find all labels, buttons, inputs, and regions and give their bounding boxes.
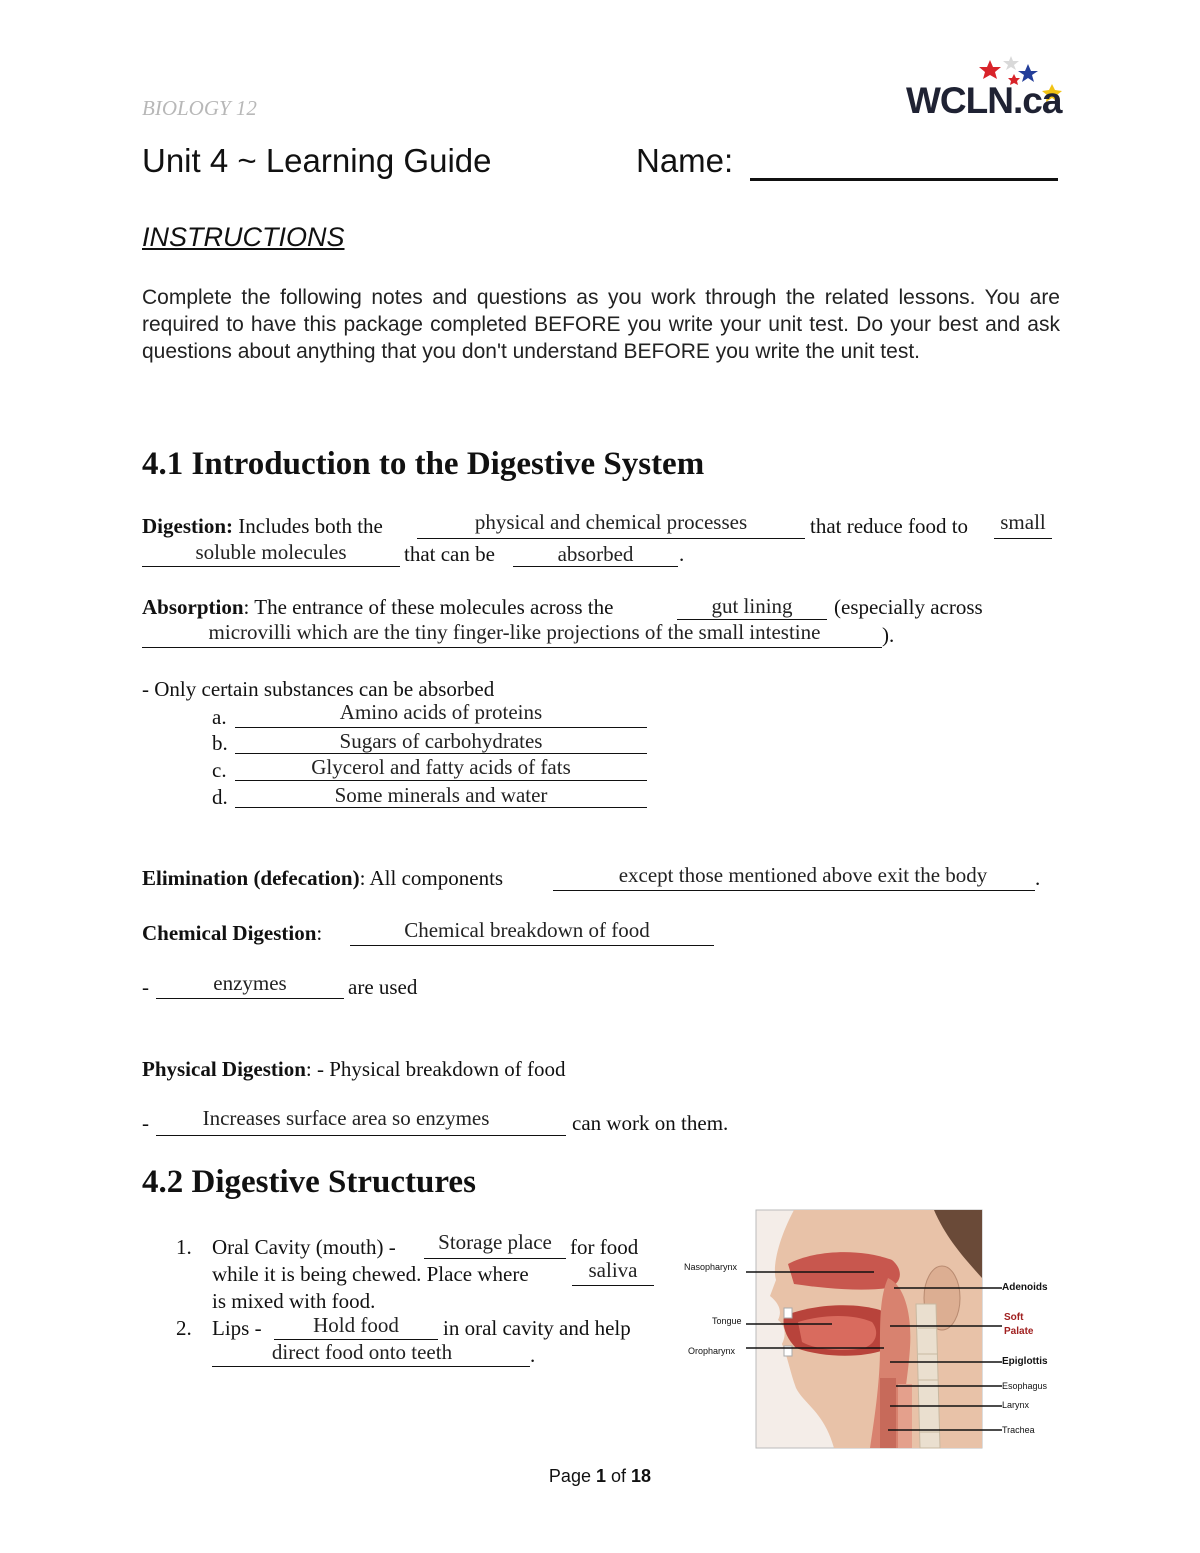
label-nasopharynx: Nasopharynx bbox=[684, 1262, 738, 1272]
digestion-answer-3: soluble molecules bbox=[195, 540, 347, 564]
digestion-blank-1[interactable] bbox=[417, 538, 805, 539]
label-soft: Soft bbox=[1004, 1312, 1024, 1323]
digestion-answer-1: physical and chemical processes bbox=[474, 510, 748, 534]
enzymes-answer: enzymes bbox=[213, 971, 287, 995]
substance-letter: c. bbox=[212, 758, 227, 782]
elimination-period: . bbox=[1035, 866, 1041, 890]
digestion-text-2: that reduce food to bbox=[810, 514, 969, 538]
digestion-answer-4: absorbed bbox=[557, 542, 634, 566]
item-number: 1. bbox=[176, 1235, 192, 1259]
substance-answer: Sugars of carbohydrates bbox=[339, 729, 543, 753]
physical-text-2: can work on them. bbox=[572, 1111, 729, 1135]
section-heading-4-2: 4.2 Digestive Structures bbox=[142, 1164, 476, 1200]
digestion-period: . bbox=[679, 542, 685, 566]
chemical-colon: : bbox=[316, 921, 323, 945]
substance-answer: Glycerol and fatty acids of fats bbox=[311, 755, 571, 779]
label-esophagus: Esophagus bbox=[1002, 1381, 1048, 1391]
lips-blank-2[interactable] bbox=[212, 1366, 530, 1367]
absorption-text-1: : The entrance of these molecules across the bbox=[243, 595, 614, 619]
digestion-text-3: that can be bbox=[404, 542, 495, 566]
enzymes-blank[interactable] bbox=[156, 998, 344, 999]
logo-text: WCLN bbox=[906, 80, 1013, 121]
wcln-logo bbox=[904, 52, 1064, 122]
digestion-blank-3[interactable] bbox=[142, 566, 400, 567]
absorption-blank-2[interactable] bbox=[142, 647, 882, 648]
substance-answer: Some minerals and water bbox=[334, 783, 548, 807]
label-oropharynx: Oropharynx bbox=[688, 1346, 736, 1356]
absorption-text-2: (especially across bbox=[834, 595, 983, 619]
lips-period: . bbox=[530, 1343, 536, 1367]
enzymes-dash: - bbox=[142, 975, 149, 999]
elimination-term: Elimination (defecation) bbox=[142, 866, 360, 890]
name-field[interactable] bbox=[750, 178, 1058, 181]
of-word: of bbox=[611, 1466, 627, 1486]
lips-text-2: in oral cavity and help bbox=[443, 1316, 631, 1340]
substance-blank[interactable] bbox=[235, 727, 647, 728]
label-larynx: Larynx bbox=[1002, 1400, 1030, 1410]
label-adenoids: Adenoids bbox=[1002, 1282, 1048, 1293]
oral-cavity-text-4: is mixed with food. bbox=[212, 1289, 376, 1313]
absorption-close: ). bbox=[882, 623, 895, 647]
oral-cavity-blank-2[interactable] bbox=[572, 1285, 654, 1286]
chemical-term: Chemical Digestion bbox=[142, 921, 317, 945]
oral-cavity-diagram bbox=[684, 1208, 1064, 1450]
page-footer bbox=[0, 1466, 1200, 1487]
digestion-text-1: Includes both the bbox=[233, 514, 383, 538]
substances-intro: - Only certain substances can be absorbed bbox=[142, 677, 495, 701]
elimination-text: : All components bbox=[359, 866, 504, 890]
instructions-heading: INSTRUCTIONS bbox=[142, 222, 345, 252]
physical-term: Physical Digestion bbox=[142, 1057, 306, 1081]
absorption-answer-1: gut lining bbox=[711, 594, 793, 618]
chemical-answer: Chemical breakdown of food bbox=[404, 918, 650, 942]
physical-text: : - Physical breakdown of food bbox=[305, 1057, 566, 1081]
physical-dash: - bbox=[142, 1111, 149, 1135]
enzymes-text: are used bbox=[348, 975, 418, 999]
oral-cavity-text-3: while it is being chewed. Place where bbox=[212, 1262, 529, 1286]
label-palate: Palate bbox=[1004, 1326, 1034, 1337]
oral-cavity-blank-1[interactable] bbox=[424, 1258, 566, 1259]
absorption-term: Absorption bbox=[142, 595, 244, 619]
substance-answer: Amino acids of proteins bbox=[339, 700, 543, 724]
elimination-answer: except those mentioned above exit the body bbox=[618, 863, 988, 887]
course-label: BIOLOGY 12 bbox=[142, 96, 257, 120]
page-number: 1 bbox=[595, 1466, 606, 1486]
page-total: 18 bbox=[631, 1466, 652, 1486]
oral-cavity-answer-2: saliva bbox=[588, 1258, 638, 1282]
instructions-text: Complete the following notes and questions as you work through the related lessons. You are required to have this package completed BEFORE you write your unit test. Do your best and ask questions about anything that you don't understand BEFORE you write the unit test. bbox=[142, 286, 1060, 363]
digestion-term: Digestion: bbox=[142, 514, 233, 538]
substance-letter: d. bbox=[212, 785, 228, 809]
oral-cavity-answer-1: Storage place bbox=[438, 1230, 552, 1254]
substance-blank[interactable] bbox=[235, 780, 647, 781]
logo-suffix: .ca bbox=[1012, 80, 1062, 121]
oral-cavity-text-1: Oral Cavity (mouth) - bbox=[212, 1235, 396, 1259]
label-trachea: Trachea bbox=[1002, 1425, 1035, 1435]
physical-answer: Increases surface area so enzymes bbox=[202, 1106, 490, 1130]
label-tongue: Tongue bbox=[712, 1316, 742, 1326]
page-word: Page bbox=[548, 1466, 591, 1486]
digestion-blank-2[interactable] bbox=[994, 538, 1052, 539]
section-heading-4-1: 4.1 Introduction to the Digestive System bbox=[142, 446, 705, 482]
lips-text-1: Lips - bbox=[212, 1316, 262, 1340]
physical-blank[interactable] bbox=[156, 1135, 566, 1136]
item-number: 2. bbox=[176, 1316, 192, 1340]
label-epiglottis: Epiglottis bbox=[1002, 1356, 1048, 1367]
substance-letter: a. bbox=[212, 705, 227, 729]
page-title: Unit 4 ~ Learning Guide bbox=[142, 142, 492, 179]
lips-answer-1: Hold food bbox=[313, 1313, 399, 1337]
substance-letter: b. bbox=[212, 731, 228, 755]
elimination-blank[interactable] bbox=[553, 890, 1035, 891]
lips-answer-2: direct food onto teeth bbox=[271, 1340, 453, 1364]
name-label: Name: bbox=[636, 142, 734, 179]
digestion-answer-2: small bbox=[1000, 510, 1046, 534]
oral-cavity-text-2: for food bbox=[570, 1235, 639, 1259]
chemical-blank[interactable] bbox=[350, 945, 714, 946]
absorption-answer-2: microvilli which are the tiny finger-like projections of the small intestine bbox=[208, 620, 821, 644]
